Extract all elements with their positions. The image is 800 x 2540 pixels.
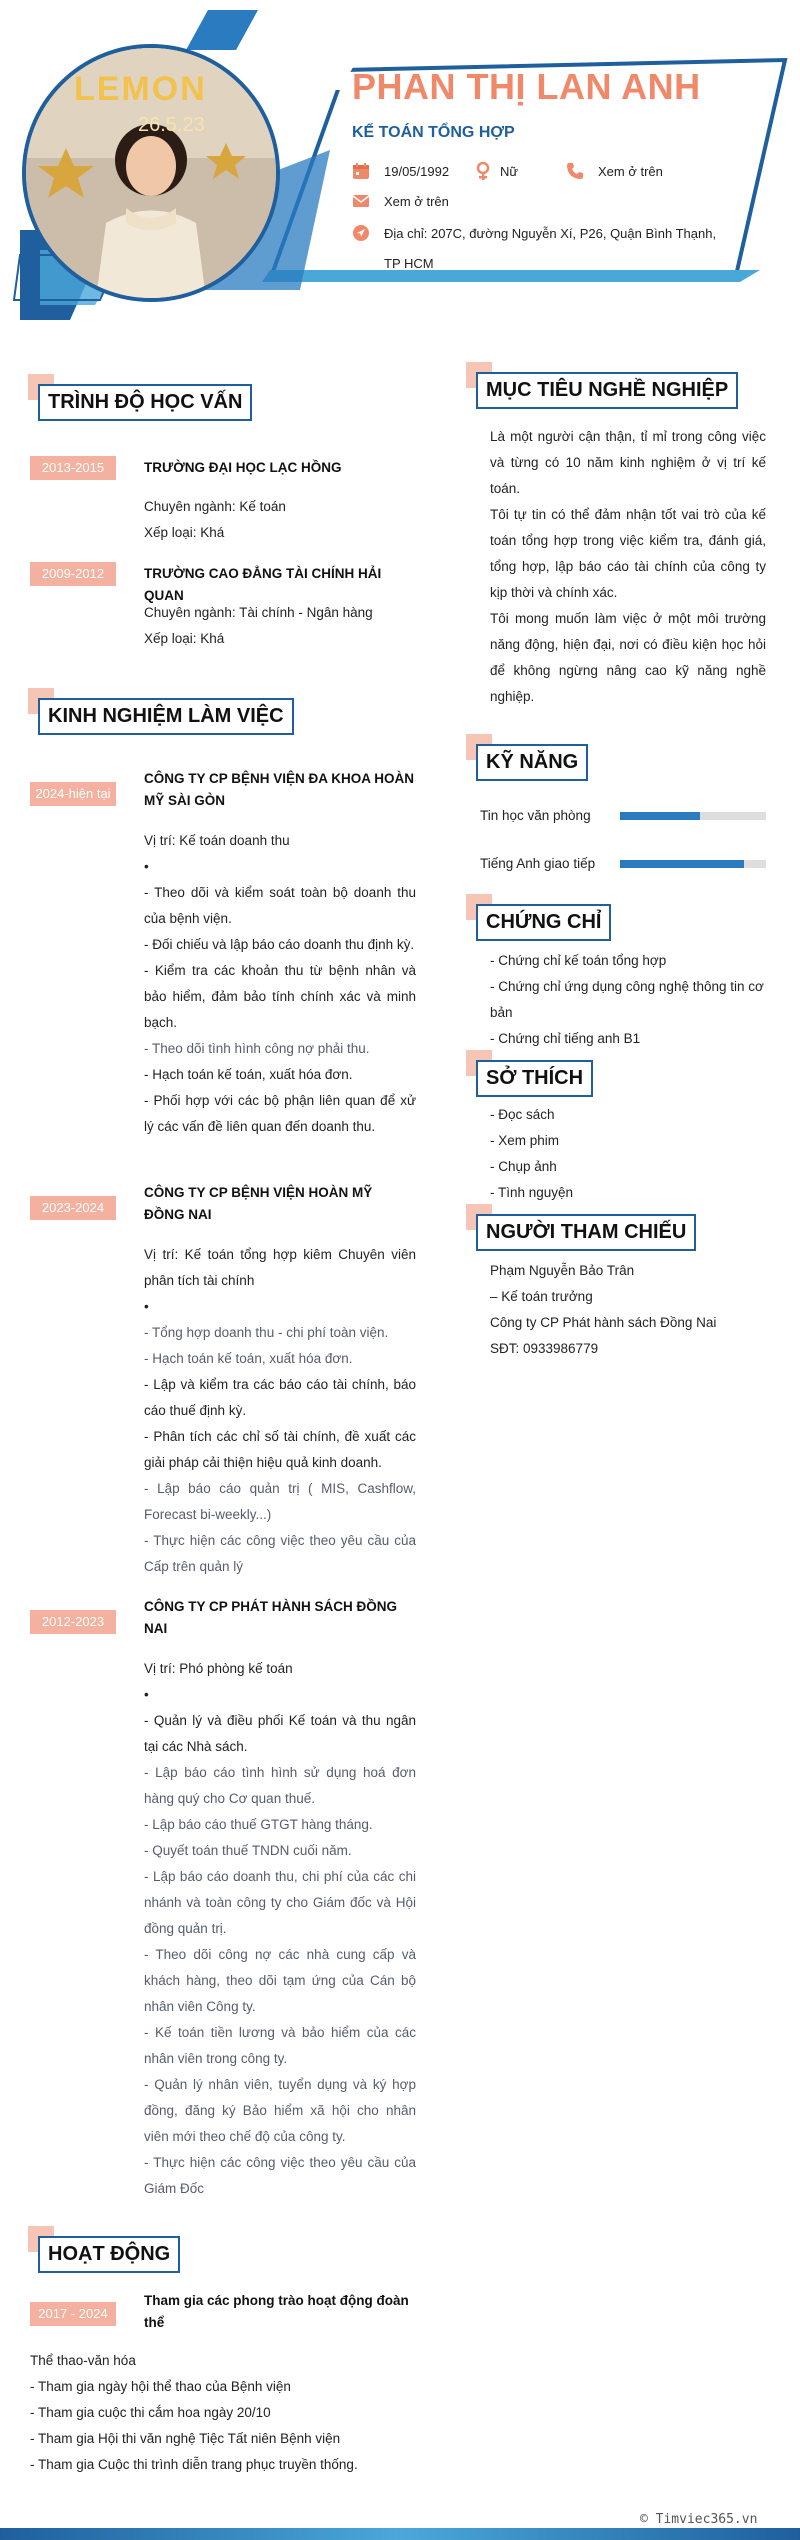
education-detail-2: Chuyên ngành: Tài chính - Ngân hàng Xếp loại: Khá: [144, 605, 373, 646]
phone-row: [566, 162, 663, 180]
address-row: [352, 224, 716, 242]
experience-heading: [38, 698, 294, 735]
references-heading-text: NGƯỜI THAM CHIẾU: [486, 1221, 687, 1243]
certificates-heading-text: CHỨNG CHỈ: [486, 911, 602, 933]
photo-sign-text: LEMON: [74, 70, 207, 108]
gender-value: Nữ: [500, 163, 519, 179]
skill-label-1: Tin học văn phòng: [480, 808, 591, 823]
profile-photo: [22, 44, 280, 302]
education-date-1: 2013-2015: [30, 456, 116, 480]
birthday-value: 19/05/1992: [384, 163, 450, 179]
activities-list: Thể thao-văn hóa - Tham gia ngày hội thể thao của Bệnh viện - Tham gia cuộc thi cắm hoa ngày 20/10 - Tham gia Hội thi văn nghệ Tiệc Tất niên Bệnh viện - Tham gia Cuộc thi trình diễn trang phục truyền thống.: [30, 2353, 358, 2472]
job-title: KẾ TOÁN TỔNG HỢP: [352, 124, 515, 141]
job-details-1: Vị trí: Kế toán doanh thu • - Theo dõi và kiểm soát toàn bộ doanh thu của bệnh viện. - Đối chiếu và lập báo cáo doanh thu định kỳ. - Kiểm tra các khoản thu từ bệnh nhân và bảo hiểm, đảm bảo tính chính xác và minh bạch. - Theo dõi tình hình công nợ phải thu. - Hạch toán kế toán, xuất hóa đơn. - Phối hợp với các bộ phận liên quan để xử lý các vấn đề liên quan đến doanh thu.: [144, 833, 416, 1134]
phone-icon: [566, 162, 584, 180]
skill-label-2: Tiếng Anh giao tiếp: [480, 856, 596, 871]
address-line2: TP HCM: [384, 256, 434, 271]
job-company-3: CÔNG TY CP PHÁT HÀNH SÁCH ĐỒNG NAI: [144, 1599, 398, 1636]
location-icon: [352, 224, 370, 242]
gender-row: [474, 162, 518, 180]
photo-sign-date: 26.5.23: [138, 114, 205, 136]
skill-bar-2: [620, 860, 766, 868]
activities-date: 2017 - 2024: [30, 2302, 116, 2326]
objective-heading: [476, 372, 738, 409]
education-heading: [38, 384, 252, 421]
watermark: © Timviec365.vn: [636, 2512, 761, 2527]
references-heading: [476, 1214, 696, 1251]
hobbies-list: - Đọc sách - Xem phim - Chụp ảnh - Tình nguyện: [490, 1107, 574, 1200]
birthday-row: [352, 162, 449, 180]
job-date-1: 2024-hiện tại: [30, 782, 116, 806]
hobbies-heading: [476, 1060, 593, 1097]
job-details-3: Vị trí: Phó phòng kế toán • - Quản lý và điều phối Kế toán và thu ngân tại các Nhà sách. - Lập báo cáo tình hình sử dụng hoá đơn hàng quý cho Cơ quan thuế. - Lập báo cáo thuế GTGT hàng tháng. - Quyết toán thuế TNDN cuối năm. - Lập báo cáo doanh thu, chi phí của các chi nhánh và toàn công ty cho Giám đốc và Hội đồng quản trị. - Theo dõi công nợ các nhà cung cấp và khách hàng, theo dõi tạm ứng của Cán bộ nhân viên Công ty. - Kế toán tiền lương và bảo hiểm của các nhân viên trong công ty. - Quản lý nhân viên, tuyển dụng và ký hợp đồng, đăng ký Bảo hiểm xã hội cho nhân viên mới theo chế độ của công ty. - Thực hiện các công việc theo yêu cầu của Giám Đốc: [144, 1661, 416, 2196]
activities-title: Tham gia các phong trào hoạt động đoàn thể: [144, 2293, 409, 2330]
education-school-1: TRƯỜNG ĐẠI HỌC LẠC HỒNG: [144, 460, 342, 475]
skill-bar-1: [620, 812, 766, 820]
education-date-2: 2009-2012: [30, 562, 116, 586]
experience-heading-text: KINH NGHIỆM LÀM VIỆC: [48, 705, 284, 727]
job-date-3: 2012-2023: [30, 1610, 116, 1634]
references-list: Phạm Nguyễn Bảo Trân – Kế toán trưởng Công ty CP Phát hành sách Đồng Nai SĐT: 0933986779: [490, 1263, 717, 1356]
email-value: Xem ở trên: [384, 193, 449, 209]
objective-text: Là một người cận thận, tỉ mỉ trong công việc và từng có 10 năm kinh nghiệm ở vị trí kế toán. Tôi tự tin có thể đảm nhận tốt vai trò của kế toán tổng hợp trong việc kiểm tra, đánh giá, tổng hợp, lập báo cáo tài chính của công ty kịp thời và chính xác. Tôi mong muốn làm việc ở một môi trường năng động, hiện đại, nơi có điều kiện học hỏi để không ngừng nâng cao kỹ năng nghề nghiệp.: [490, 429, 766, 704]
calendar-icon: [352, 162, 370, 180]
footer-bar: [0, 2528, 800, 2540]
skill-bar-fill-1: [620, 812, 700, 820]
certificates-list: - Chứng chỉ kế toán tổng hợp - Chứng chỉ ứng dụng công nghệ thông tin cơ bản - Chứng chỉ tiếng anh B1: [490, 953, 764, 1046]
gender-icon: [474, 162, 492, 180]
education-detail-1: Chuyên ngành: Kế toán Xếp loại: Khá: [144, 499, 286, 540]
objective-heading-text: MỤC TIÊU NGHỀ NGHIỆP: [486, 379, 729, 401]
skills-heading-text: KỸ NĂNG: [486, 751, 579, 773]
education-school-2: TRƯỜNG CAO ĐẲNG TÀI CHÍNH HẢI QUAN: [144, 566, 382, 603]
email-row: [352, 192, 449, 210]
job-date-2: 2023-2024: [30, 1196, 116, 1220]
candidate-name: PHAN THỊ LAN ANH: [352, 66, 701, 107]
job-company-1: CÔNG TY CP BỆNH VIỆN ĐA KHOA HOÀN MỸ SÀI GÒN: [144, 771, 415, 808]
job-details-2: Vị trí: Kế toán tổng hợp kiêm Chuyên viên phân tích tài chính • - Tổng hợp doanh thu - chi phí toàn viện. - Hạch toán kế toán, xuất hóa đơn. - Lập và kiểm tra các báo cáo tài chính, báo cáo thuế định kỳ. - Phân tích các chỉ số tài chính, đề xuất các giải pháp cải thiện hiệu quả kinh doanh. - Lập báo cáo quản trị ( MIS, Cashflow, Forecast bi-weekly...) - Thực hiện các công việc theo yêu cầu của Cấp trên quản lý: [144, 1247, 416, 1574]
activities-heading-text: HOẠT ĐỘNG: [48, 2243, 171, 2265]
hobbies-heading-text: SỞ THÍCH: [486, 1067, 584, 1089]
skill-bar-fill-2: [620, 860, 744, 868]
activities-heading: [38, 2236, 180, 2273]
phone-value: Xem ở trên: [598, 163, 663, 179]
skills-heading: [476, 744, 588, 781]
education-heading-text: TRÌNH ĐỘ HỌC VẤN: [48, 391, 243, 413]
certificates-heading: [476, 904, 611, 941]
address-line1: Địa chỉ: 207C, đường Nguyễn Xí, P26, Quận Bình Thạnh,: [384, 225, 717, 241]
job-company-2: CÔNG TY CP BỆNH VIỆN HOÀN MỸ ĐỒNG NAI: [144, 1185, 373, 1222]
email-icon: [352, 192, 370, 210]
